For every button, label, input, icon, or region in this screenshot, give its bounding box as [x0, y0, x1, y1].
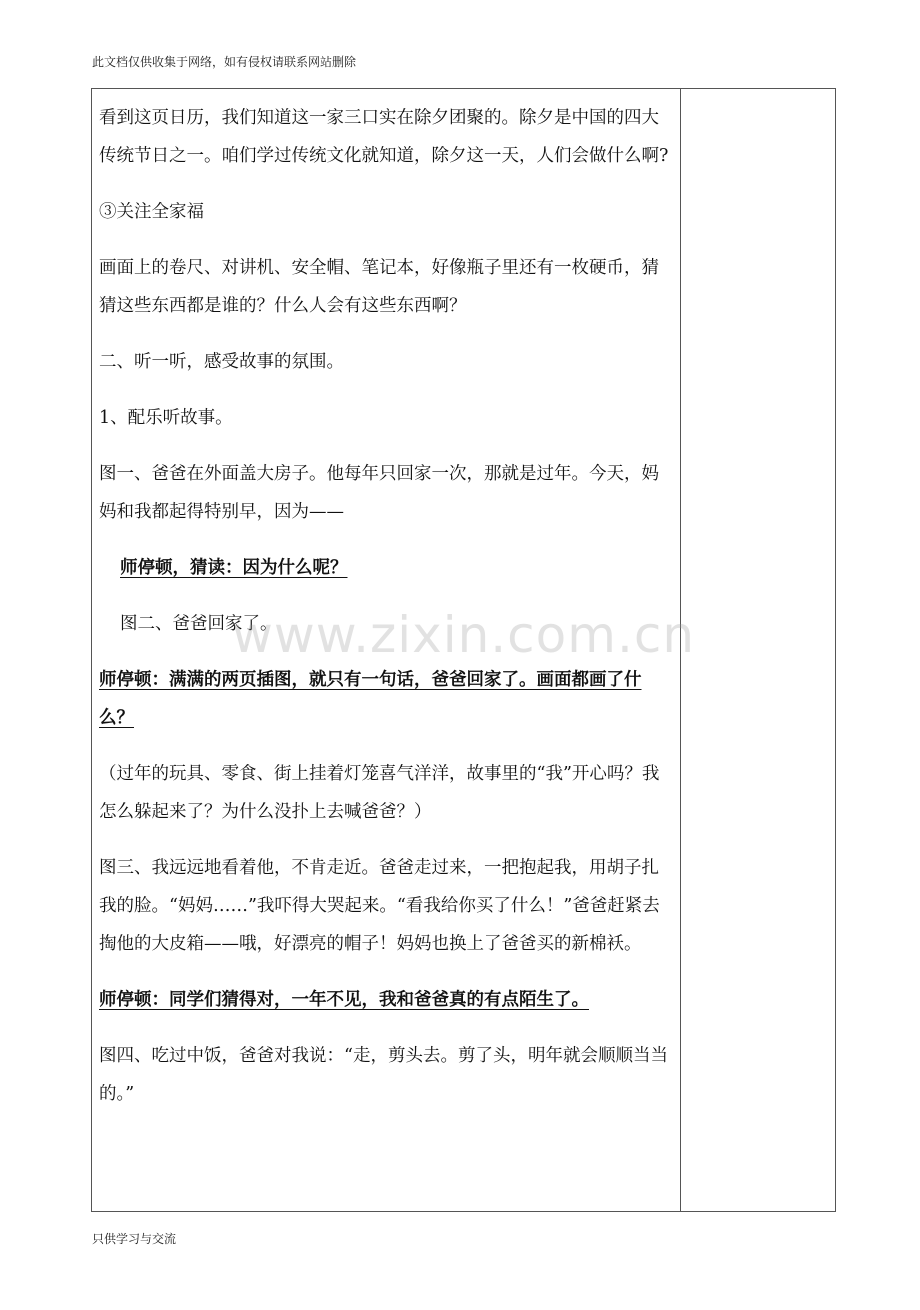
section-heading-listen: 二、听一听，感受故事的氛围。	[99, 352, 344, 372]
paragraph-picture-three: 图三、我远远地看着他，不肯走近。爸爸走过来，一把抱起我，用胡子扎我的脸。“妈妈……”我吓得大哭起来。“看我给你买了什么！”爸爸赶紧去掏他的大皮箱——哦，好漂亮的帽子！妈妈也换上了爸爸买的新棉袄。	[99, 858, 660, 954]
paragraph-discussion: （过年的玩具、零食、街上挂着灯笼喜气洋洋，故事里的“我”开心吗？我怎么躲起来了？为什么没扑上去喊爸爸？）	[99, 764, 660, 822]
paragraph-music-story: 1、配乐听故事。	[99, 408, 233, 428]
document-header-note: 此文档仅供收集于网络，如有侵权请联系网站删除	[92, 55, 357, 69]
paragraph-picture-four: 图四、吃过中饭，爸爸对我说：“走，剪头去。剪了头，明年就会顺顺当当的。”	[99, 1046, 668, 1104]
paragraph-picture-two: 图二、爸爸回家了。	[120, 614, 278, 634]
paragraph-calendar: 看到这页日历，我们知道这一家三口实在除夕团聚的。除夕是中国的四大传统节日之一。咱们学过传统文化就知道，除夕这一天，人们会做什么啊?	[99, 108, 669, 166]
teacher-pause-note-3: 师停顿：同学们猜得对，一年不见，我和爸爸真的有点陌生了。	[99, 990, 589, 1010]
paragraph-picture-one: 图一、爸爸在外面盖大房子。他每年只回家一次，那就是过年。今天，妈妈和我都起得特别早，因为——	[99, 464, 659, 522]
paragraph-objects: 画面上的卷尺、对讲机、安全帽、笔记本，好像瓶子里还有一枚硬币，猜猜这些东西都是谁的？什么人会有这些东西啊？	[99, 258, 659, 316]
paragraph-family-photo-heading: ③关注全家福	[99, 202, 204, 222]
teacher-pause-note-2: 师停顿：满满的两页插图，就只有一句话，爸爸回家了。画面都画了什么？	[99, 670, 642, 728]
teacher-pause-note-1: 师停顿，猜读：因为什么呢？	[120, 558, 348, 578]
document-footer-note: 只供学习与交流	[92, 1232, 177, 1246]
watermark-text: www.zixin.com.cn	[232, 606, 696, 664]
